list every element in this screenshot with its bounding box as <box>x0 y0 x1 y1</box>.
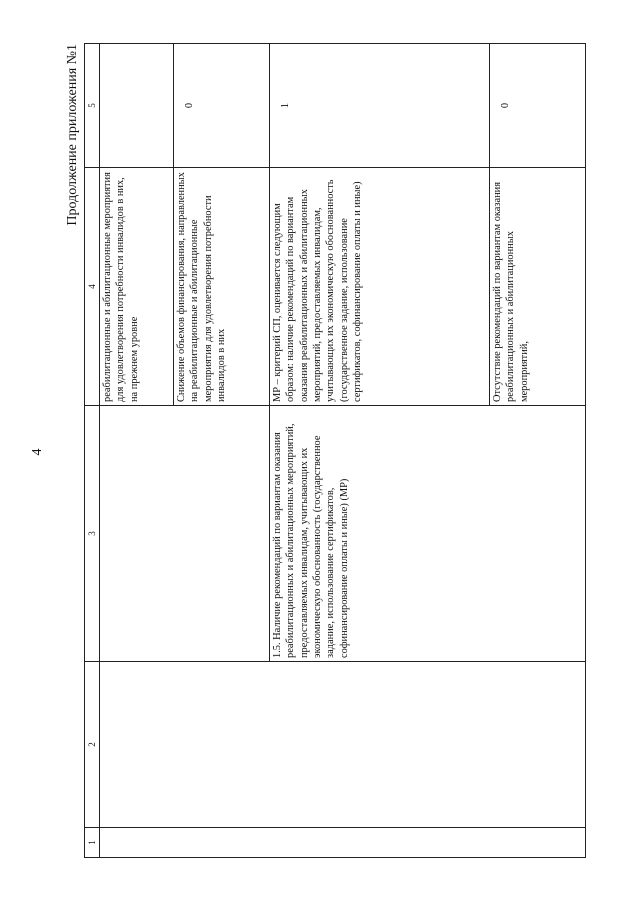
table-cell <box>100 828 586 858</box>
page-number: 4 <box>30 448 45 456</box>
table-cell-criterion: Отсутствие рекомендаций по вариантам оказания реабилитационных и абилитационных мероприятий, <box>490 168 586 406</box>
table-cell-indicator: 1.5. Наличие рекомендаций по вариантам оказания реабилитационных и абилитационных мероприятий, предоставляемых инвалидам, учитывающих их экономическую обоснованность (государственное задание, использование сертификатов, софинансирование оплаты и иные) (МР) <box>270 406 586 662</box>
table-cell-score <box>270 44 490 168</box>
header-cell: 2 <box>85 662 100 828</box>
table-cell-criterion: Снижение объемов финансирования, направленных на реабилитационные и абилитационные мероприятия для удовлетворения потребности инвалидов в них <box>174 168 270 406</box>
score-value: 0 <box>500 102 511 109</box>
continuation-label: Продолжение приложения №1 <box>65 44 80 226</box>
score-value: 0 <box>184 102 195 109</box>
criteria-table <box>84 43 586 858</box>
rotated-page-content <box>65 38 588 858</box>
header-cell: 3 <box>85 406 100 662</box>
table-cell-score <box>174 44 270 168</box>
table-header-row <box>85 44 100 858</box>
table-cell-score <box>100 44 174 168</box>
score-value: 1 <box>280 102 291 109</box>
table-cell-criterion: реабилитационные и абилитационные мероприятия для удовлетворения потребности инвалидов в них, на прежнем уровне <box>100 168 174 406</box>
score-value <box>101 47 109 164</box>
table-row <box>100 44 174 858</box>
table-cell-score <box>490 44 586 168</box>
header-cell: 5 <box>85 44 100 168</box>
table-cell-criterion: МР – критерий СП, оценивается следующим образом: наличие рекомендаций по вариантам оказания реабилитационных и абилитационных мероприятий, предоставляемых инвалидам, учитывающих их экономическую обоснованность (государственное задание, использование сертификатов, софинансирование оплаты и иные) <box>270 168 490 406</box>
header-cell: 1 <box>85 828 100 858</box>
header-cell: 4 <box>85 168 100 406</box>
table-cell <box>100 406 270 662</box>
table-cell <box>100 662 586 828</box>
